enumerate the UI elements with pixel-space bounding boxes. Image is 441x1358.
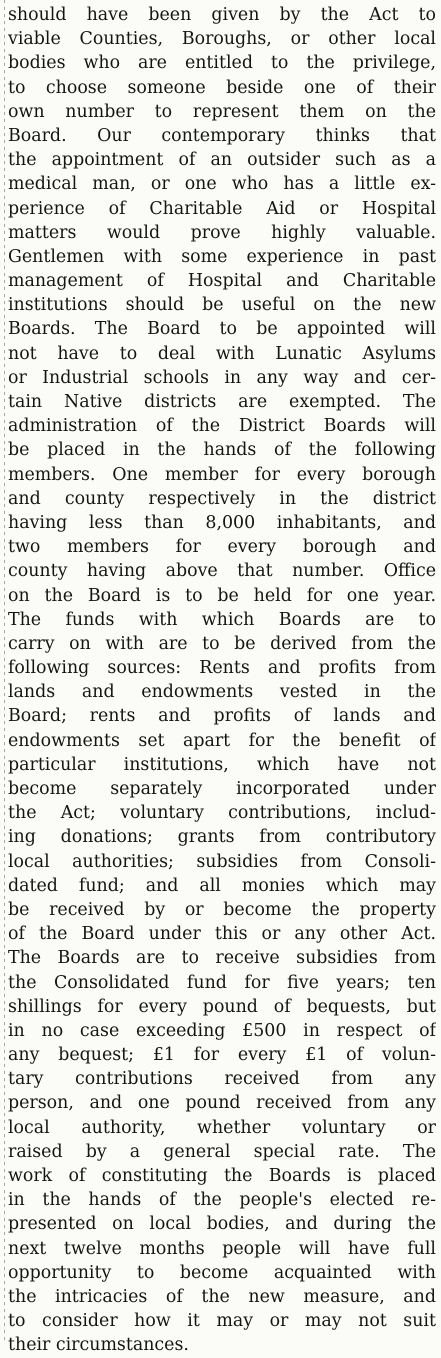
text-line: their circumstances.	[8, 1335, 189, 1356]
text-line: own number to represent them on the	[8, 101, 436, 122]
text-line: in no case exceeding £500 in respect of	[8, 1020, 436, 1041]
text-line: opportunity to become acquainted with	[8, 1262, 436, 1283]
text-line: in the hands of the people's elected re-	[8, 1190, 436, 1211]
text-line: any bequest; £1 for every £1 of volun-	[8, 1045, 436, 1066]
text-line: tary contributions received from any	[8, 1069, 436, 1090]
text-line: perience of Charitable Aid or Hospital	[8, 198, 436, 219]
text-line: be placed in the hands of the following	[8, 440, 436, 461]
text-line: two members for every borough and	[8, 537, 436, 558]
text-line: particular institutions, which have not	[8, 754, 436, 775]
newspaper-column	[8, 3, 436, 1358]
text-line: and county respectively in the district	[8, 488, 436, 509]
text-line: members. One member for every borough	[8, 464, 436, 485]
column-rule	[4, 0, 5, 1343]
text-line: or Industrial schools in any way and cer-	[8, 367, 436, 388]
text-line: raised by a general special rate. The	[8, 1141, 436, 1162]
text-line: having less than 8,000 inhabitants, and	[8, 512, 436, 533]
text-line: matters would prove highly valuable.	[8, 222, 436, 243]
text-line: become separately incorporated under	[8, 779, 436, 799]
text-line: institutions should be useful on the new	[8, 295, 436, 316]
text-line: person, and one pound received from any	[8, 1093, 436, 1114]
text-line: management of Hospital and Charitable	[8, 271, 436, 292]
text-line: work of constituting the Boards is placed	[8, 1166, 436, 1186]
text-line: the intricacies of the new measure, and	[8, 1286, 436, 1307]
text-line: Board. Our contemporary thinks that	[8, 125, 436, 146]
text-line: medical man, or one who has a little ex-	[8, 174, 436, 195]
text-line: Board; rents and profits of lands and	[8, 706, 436, 727]
text-line: The funds with which Boards are to	[8, 609, 436, 630]
text-line: Boards. The Board to be appointed will	[8, 319, 436, 340]
text-line: presented on local bodies, and during the	[8, 1214, 436, 1235]
text-line: viable Counties, Boroughs, or other local	[8, 29, 436, 50]
text-line: shillings for every pound of bequests, but	[8, 996, 436, 1017]
text-line: not have to deal with Lunatic Asylums	[8, 343, 436, 364]
text-line: next twelve months people will have full	[8, 1238, 436, 1259]
text-line: bodies who are entitled to the privilege,	[8, 53, 436, 74]
text-line: dated fund; and all monies which may	[8, 875, 436, 896]
text-line: should have been given by the Act to	[8, 5, 436, 25]
text-line: carry on with are to be derived from the	[8, 633, 436, 654]
text-line: administration of the District Boards will	[8, 416, 436, 437]
text-line: Gentlemen with some experience in past	[8, 246, 436, 267]
text-line: ing donations; grants from contributory	[8, 827, 436, 848]
text-line: on the Board is to be held for one year.	[8, 585, 436, 606]
text-line: to consider how it may or may not suit	[8, 1311, 436, 1332]
text-line: lands and endowments vested in the	[8, 682, 436, 703]
text-line: local authority, whether voluntary or	[8, 1117, 436, 1138]
text-line: following sources: Rents and profits from	[8, 658, 436, 679]
text-line: of the Board under this or any other Act.	[8, 924, 436, 945]
text-line: endowments set apart for the benefit of	[8, 730, 436, 751]
text-line: be received by or become the property	[8, 899, 436, 920]
text-line: the Consolidated fund for five years; ten	[8, 972, 436, 993]
text-line: county having above that number. Office	[8, 561, 436, 582]
text-line: the Act; voluntary contributions, includ-	[8, 803, 436, 824]
text-line: the appointment of an outsider such as a	[8, 150, 436, 171]
text-line: local authorities; subsidies from Consoli-	[8, 851, 436, 872]
text-line: The Boards are to receive subsidies from	[8, 948, 436, 969]
text-line: tain Native districts are exempted. The	[8, 392, 436, 412]
text-line: to choose someone beside one of their	[8, 77, 436, 98]
